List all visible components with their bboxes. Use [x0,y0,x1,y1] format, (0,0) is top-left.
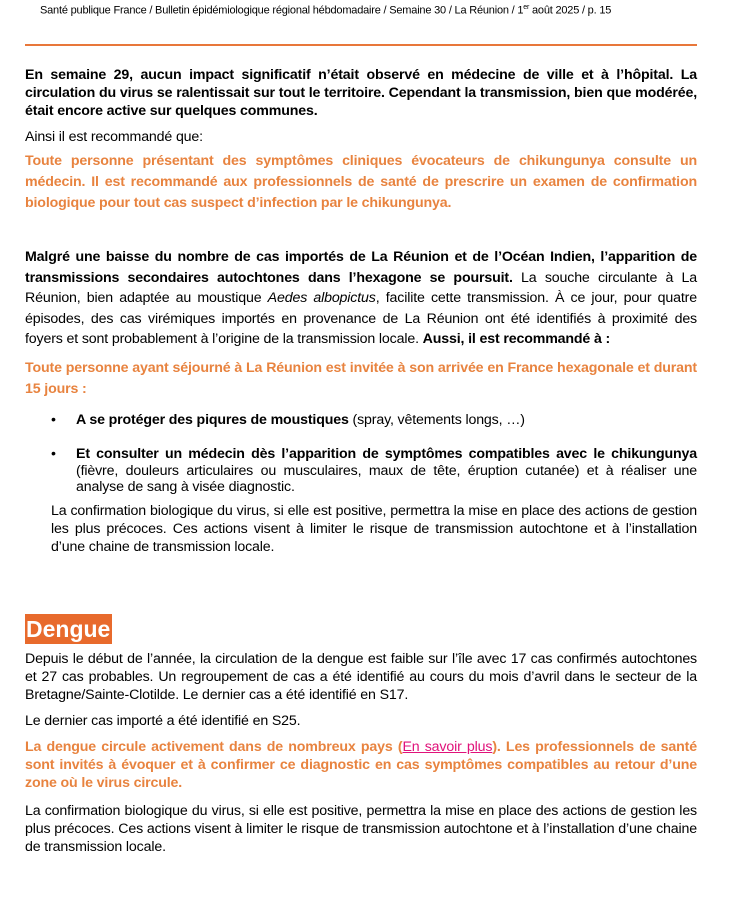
page-header [40,4,611,17]
chik-recommendation-intro: Ainsi il est recommandé que: [25,129,203,145]
chik-confirmation: La confirmation biologique du virus, si elle est positive, permettra la mise en place des actions de gestion les plus précoces. Ces actions visent à limiter le risque de transmission autochtone et à l’installation d’une chaine de transmission locale. [51,502,697,555]
dengue-recommendation [25,738,697,792]
dengue-rec-text-1: La dengue circule activement dans de nombreux pays ( [25,738,403,755]
bullet-icon: • [51,446,56,462]
traveler-recommendation: Toute personne ayant séjourné à La Réunion est invitée à son arrivée en France hexagonale et durant 15 jours : [25,359,697,397]
header-text: Santé publique France / Bulletin épidémiologique régional hébdomadaire / Semaine 30 / La Réunion / 1 [40,4,524,17]
hexagone-bold: Malgré une baisse du nombre de cas importés de La Réunion et de l’Océan Indien, l’apparition de transmissions secondaires autochtones dans l’hexagone se poursuit. [25,249,697,286]
list-item-text: (fièvre, douleurs articulaires ou musculaires, maux de tête, éruption cutanée) et à réaliser une analyse de sang à visée diagnostic. [76,462,697,495]
dengue-paragraph-1: Depuis le début de l’année, la circulation de la dengue est faible sur l’île avec 17 cas confirmés autochtones et 27 cas probables. Un regroupement de cas a été identifié au cours du mois d’avril dans le secteur de la Bretagne/Sainte-Clotilde. Le dernier cas a été identifié en S17. [25,650,697,703]
dengue-confirmation: La confirmation biologique du virus, si elle est positive, permettra la mise en place des actions de gestion les plus précoces. Ces actions visent à limiter le risque de transmission autochtone et à l’installation d’une chaine de transmission locale. [25,802,697,855]
header-divider [25,44,697,46]
en-savoir-plus-link[interactable]: En savoir plus [402,738,493,755]
header-text-end: août 2025 / p. 15 [529,4,612,17]
list-item-bold: A se protéger des piqures de moustiques [76,411,349,428]
dengue-heading: Dengue [26,615,111,642]
dengue-paragraph-2: Le dernier cas importé a été identifié en S25. [25,712,301,729]
dengue-heading-wrap [25,614,697,644]
hexagone-text-2: , facilite cette transmission. À ce jour, pour quatre épisodes, des cas virémiques importés en provenance de La Réunion ont été identifiés à proximité des foyers et sont probablement à l’origine de la transmission locale. [25,290,697,347]
list-item-text: (spray, vêtements longs, …) [348,411,525,428]
list-item [25,412,697,429]
list-item [25,446,697,496]
document-body [25,66,697,856]
chik-recommendation: Toute personne présentant des symptômes cliniques évocateurs de chikungunya consulte un médecin. Il est recommandé aux professionnels de santé de prescrire un examen de confirmation biologique pour tout cas suspect d’infection par le chikungunya. [25,153,697,211]
traveler-advice-list [25,412,697,496]
list-item-bold: Et consulter un médecin dès l’apparition de symptômes compatibles avec le chikungunya [76,446,697,462]
dengue-rec-text-2: ). Les professionnels de santé sont invités à évoquer et à confirmer ce diagnostic en cas symptômes compatibles au retour d’une zone où le virus circule. [25,738,697,791]
header-superscript: er [523,4,530,11]
bullet-icon: • [51,411,56,428]
hexagone-bold-end: Aussi, il est recommandé à : [422,331,611,347]
hexagone-text-1: La souche circulante à La Réunion, bien adaptée au moustique [25,269,697,306]
chik-hexagone-paragraph [25,247,697,350]
mosquito-species: Aedes albopictus [267,290,376,306]
chik-summary: En semaine 29, aucun impact significatif n’était observé en médecine de ville et à l’hôpital. La circulation du virus se ralentissait sur tout le territoire. Cependant la transmission, bien que modérée, était encore active sur quelques communes. [25,67,697,119]
